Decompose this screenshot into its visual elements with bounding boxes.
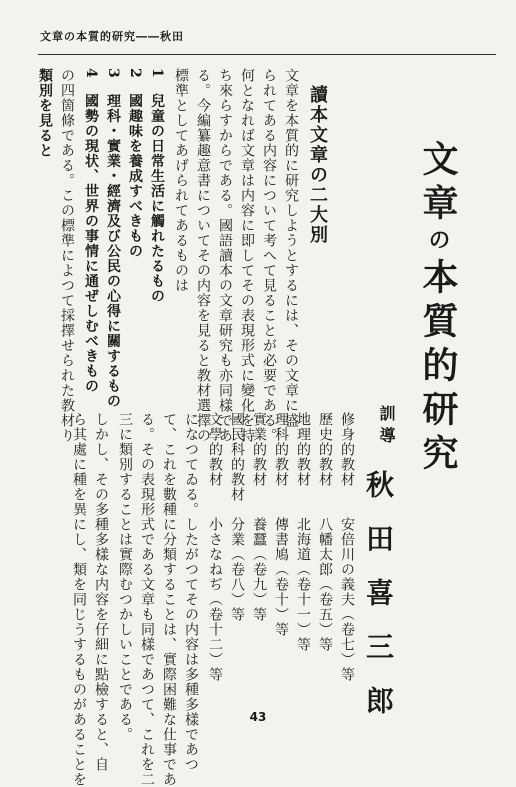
paragraph-line: 三に類別することは實際むつかしいことである。	[117, 412, 133, 742]
paragraph-line: の四箇條である。この標準によつて採擇せられた教材り	[59, 68, 75, 443]
paragraph-line: 標準としてあげられてあるものは	[173, 68, 189, 293]
list-row: 歷史的教材 八幡太郎（卷五）等	[317, 412, 333, 652]
list-row: 理科的教材 傳書鳩（卷十）等	[273, 412, 289, 637]
paragraph-line: 類別を見ると	[37, 68, 53, 158]
list-row: 文學的教材 小さなねぢ（卷十二）等	[207, 412, 223, 682]
title-part1: 文章	[417, 140, 459, 228]
paragraph-line: 何となれば文章は内容に即してその表現形式に變化を持	[239, 68, 255, 443]
list-row: 實業的教材 養蠶（卷九）等	[251, 412, 267, 622]
paragraph-line: 文章を本質的に研究しようとするには、その文章に盛	[283, 68, 299, 428]
page-number: 43	[249, 710, 267, 724]
paragraph-line: になつてゐる。したがつてその内容は多種多樣であつ	[183, 412, 199, 772]
paragraph-line: しかし、その多種多樣な内容を仔細に點檢すると、自	[93, 412, 109, 772]
numbered-item: 4 國勢の現状、世界の事情に通ぜしむべきもの	[83, 68, 99, 394]
paragraph-line: て、これを數種に分類することは、實際困難な仕事であ	[161, 412, 177, 787]
paragraph-line: ち來らすからである。國語讀本の文章研究も亦同樣であ	[217, 68, 233, 443]
numbered-item: 1 兒童の日常生活に觸れたるもの	[149, 68, 165, 304]
header-rule	[38, 54, 496, 55]
running-head: 文章の本質的研究――秋田	[40, 30, 184, 43]
paragraph-line: ら其處に種を異にし、類を同じうするものがあることを	[71, 412, 87, 787]
list-row: 修身的教材 安倍川の義夫（卷七）等	[339, 412, 355, 682]
paragraph-line: る。今編纂趣意書についてその内容を見ると教材選擇の	[195, 68, 211, 443]
author-name: 秋田喜三郎	[362, 470, 395, 740]
title-part2: 本質的研究	[417, 258, 459, 478]
byline-label: 訓導	[377, 405, 396, 449]
list-row: 國民科的教材 分業（卷八）等	[229, 412, 245, 622]
numbered-item: 3 理科・實業・經濟及び公民の心得に關するもの	[105, 68, 121, 409]
paragraph-line: る。その表現形式である文章も同樣であつて、これを二	[139, 412, 155, 787]
numbered-item: 2 國趣味を養成すべきもの	[127, 68, 143, 259]
section-heading: 讀本文章の二大別	[307, 85, 328, 245]
article-title	[417, 140, 459, 478]
title-particle: の	[425, 228, 451, 258]
paragraph-line: られてある内容について考へて見ることが必要である。	[261, 68, 277, 443]
list-row: 地理的教材 北海道（卷十一）等	[295, 412, 311, 652]
